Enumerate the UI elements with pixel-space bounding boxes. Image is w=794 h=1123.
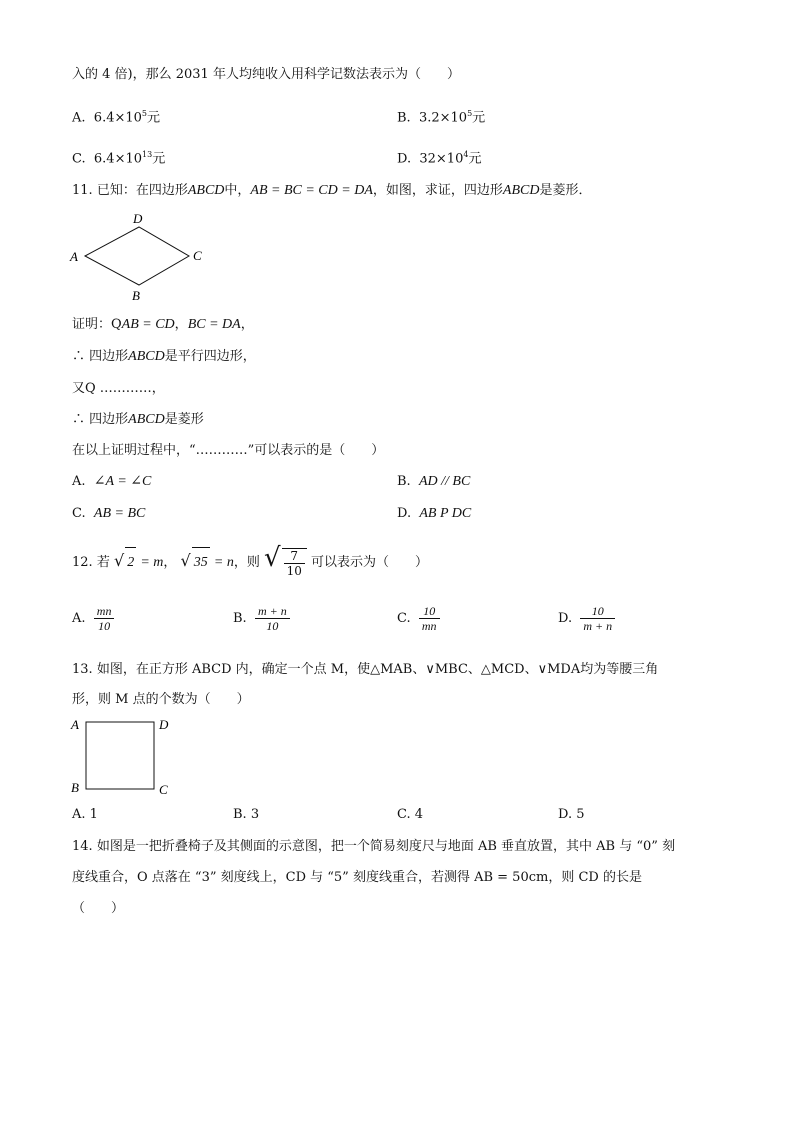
option-exp: 5 <box>467 109 473 118</box>
frac-den: 10 <box>94 618 115 633</box>
proof-text: ∴ 四边形 <box>72 412 129 427</box>
q11-question: 在以上证明过程中，“…………”可以表示的是（ ） <box>72 443 385 458</box>
q10-stem-tail: 入的 4 倍)，那么 2031 年人均纯收入用科学记数法表示为（ ） <box>72 67 460 82</box>
q13-option-c[interactable] <box>397 806 423 824</box>
frac-den: 10 <box>284 563 305 578</box>
option-letter: D. <box>397 506 412 521</box>
proof-math: ABCD <box>128 349 165 364</box>
option-unit: 元 <box>147 110 161 126</box>
q11-option-d[interactable] <box>397 505 471 523</box>
option-letter: B. <box>397 110 411 126</box>
label-d: D <box>159 717 169 732</box>
stem-text: 若 <box>96 555 110 570</box>
option-value: 1 <box>89 807 98 822</box>
option-expr: AD // BC <box>418 474 471 489</box>
question-number: 12. <box>72 555 93 570</box>
option-expr: AB P DC <box>419 506 472 521</box>
q11-option-a[interactable] <box>72 473 151 491</box>
question-number: 13. <box>72 662 93 677</box>
proof-line-1 <box>72 316 254 334</box>
proof-text: 证明：Q <box>72 317 122 332</box>
label-c: C <box>193 248 202 263</box>
stem-text: 是菱形． <box>539 183 592 198</box>
q10-option-b[interactable] <box>397 105 485 127</box>
label-b: B <box>132 288 140 303</box>
q10-option-c[interactable] <box>72 146 165 168</box>
option-fraction <box>94 604 115 633</box>
sqrt-sign: √ <box>264 543 281 573</box>
stem-text: ， <box>163 555 177 570</box>
option-value: 4 <box>414 807 424 822</box>
proof-text: ， <box>174 317 188 332</box>
stem-text: 已知：在四边形 <box>96 183 188 198</box>
option-exp: 4 <box>463 150 469 159</box>
frac-num: 10 <box>591 604 604 618</box>
stem-math: AB = BC = CD = DA <box>250 183 373 198</box>
stem-math: = m <box>140 555 164 570</box>
q13-line-2: 形，则 M 点的个数为（ ） <box>72 692 250 707</box>
q13-option-a[interactable] <box>72 806 98 824</box>
option-base: 32×10 <box>419 151 464 167</box>
q11-option-b[interactable] <box>397 473 470 491</box>
rhombus-figure <box>68 208 218 304</box>
option-letter: B. <box>233 611 247 626</box>
rhombus-shape <box>85 227 189 285</box>
stem-text: 可以表示为（ ） <box>311 555 429 570</box>
option-letter: C. <box>72 506 86 521</box>
proof-text: 是菱形 <box>164 412 204 427</box>
frac-num: 10 <box>423 604 436 618</box>
proof-line-4 <box>72 411 204 429</box>
option-letter: D. <box>558 807 573 822</box>
q12-option-a[interactable] <box>72 604 114 633</box>
option-base: 6.4×10 <box>93 110 142 126</box>
stem-text: ，则 <box>233 555 260 570</box>
option-fraction <box>255 604 290 633</box>
q13-line-1 <box>72 661 658 679</box>
proof-math: AB = CD <box>121 317 175 332</box>
option-value: 5 <box>576 807 585 822</box>
radicand: 2 <box>125 547 136 578</box>
proof-line-3: 又Q …………， <box>72 381 165 396</box>
proof-text: ∴ 四边形 <box>72 349 129 364</box>
q14-line-3: （ ） <box>72 901 125 916</box>
q11-option-c[interactable] <box>72 505 145 523</box>
frac-den: m + n <box>580 618 615 633</box>
stem-math: ABCD <box>187 183 225 198</box>
option-exp: 13 <box>142 150 153 159</box>
option-value: 3 <box>250 807 260 822</box>
option-unit: 元 <box>468 151 482 167</box>
option-letter: D. <box>558 611 573 626</box>
q12-option-c[interactable] <box>397 604 440 633</box>
proof-math: ABCD <box>128 412 165 427</box>
option-letter: B. <box>397 474 411 489</box>
stem-text: 如图，在正方形 ABCD 内，确定一个点 M，使△MAB、∨MBC、△MCD、∨MDA均为等腰三角 <box>96 662 659 677</box>
option-unit: 元 <box>472 110 486 126</box>
option-letter: A. <box>72 110 86 126</box>
label-b: B <box>71 780 79 795</box>
option-letter: A. <box>72 474 86 489</box>
radicand: 35 <box>192 547 210 578</box>
option-exp: 5 <box>141 109 147 118</box>
frac-num: mn <box>96 604 112 618</box>
option-expr: ∠A = ∠C <box>93 474 152 489</box>
option-letter: C. <box>397 611 411 626</box>
proof-text: ， <box>240 317 254 332</box>
option-fraction <box>419 604 440 633</box>
label-a: A <box>70 249 78 264</box>
label-a: A <box>71 717 79 732</box>
option-unit: 元 <box>152 151 166 167</box>
option-expr: AB = BC <box>93 506 146 521</box>
stem-math: ABCD <box>502 183 540 198</box>
option-fraction <box>580 604 615 633</box>
q14-line-1 <box>72 838 675 856</box>
option-base: 3.2×10 <box>418 110 468 126</box>
option-letter: B. <box>233 807 247 822</box>
q13-option-d[interactable] <box>558 806 585 824</box>
q10-option-a[interactable] <box>72 105 160 127</box>
stem-text: 如图是一把折叠椅子及其侧面的示意图，把一个简易刻度尺与地面 AB 垂直放置，其中 AB 与 “0” 刻 <box>96 839 676 854</box>
label-d: D <box>133 211 143 226</box>
q14-line-2: 度线重合，O 点落在 “3” 刻度线上，CD 与 “5” 刻度线重合，若测得 AB = 50cm，则 CD 的长是 <box>72 870 642 885</box>
question-number: 14. <box>72 839 93 854</box>
option-letter: A. <box>72 807 86 822</box>
proof-text: 是平行四边形， <box>164 349 256 364</box>
label-c: C <box>159 782 168 797</box>
sqrt-sign: √ <box>113 551 125 570</box>
q12-option-b[interactable] <box>233 604 290 633</box>
q12-stem <box>72 543 428 578</box>
option-letter: C. <box>397 807 411 822</box>
option-letter: A. <box>72 611 86 626</box>
stem-math: = n <box>213 555 234 570</box>
option-base: 6.4×10 <box>93 151 142 167</box>
square-shape <box>86 722 154 789</box>
option-letter: D. <box>397 151 412 167</box>
question-number: 11. <box>72 183 93 198</box>
frac-num: m + n <box>257 604 287 618</box>
proof-math: BC = DA <box>187 317 241 332</box>
frac-den: mn <box>419 618 440 633</box>
sqrt-fraction <box>282 548 307 578</box>
stem-text: 中， <box>224 183 251 198</box>
proof-line-2 <box>72 348 256 366</box>
stem-text: ，如图，求证，四边形 <box>372 183 503 198</box>
square-figure <box>68 714 188 800</box>
q12-option-d[interactable] <box>558 604 615 633</box>
option-letter: C. <box>72 151 86 167</box>
q11-stem <box>72 182 591 200</box>
sqrt-sign: √ <box>180 551 191 570</box>
q13-option-b[interactable] <box>233 806 259 824</box>
frac-num: 7 <box>290 548 299 563</box>
frac-den: 10 <box>255 618 290 633</box>
q10-option-d[interactable] <box>397 146 481 168</box>
